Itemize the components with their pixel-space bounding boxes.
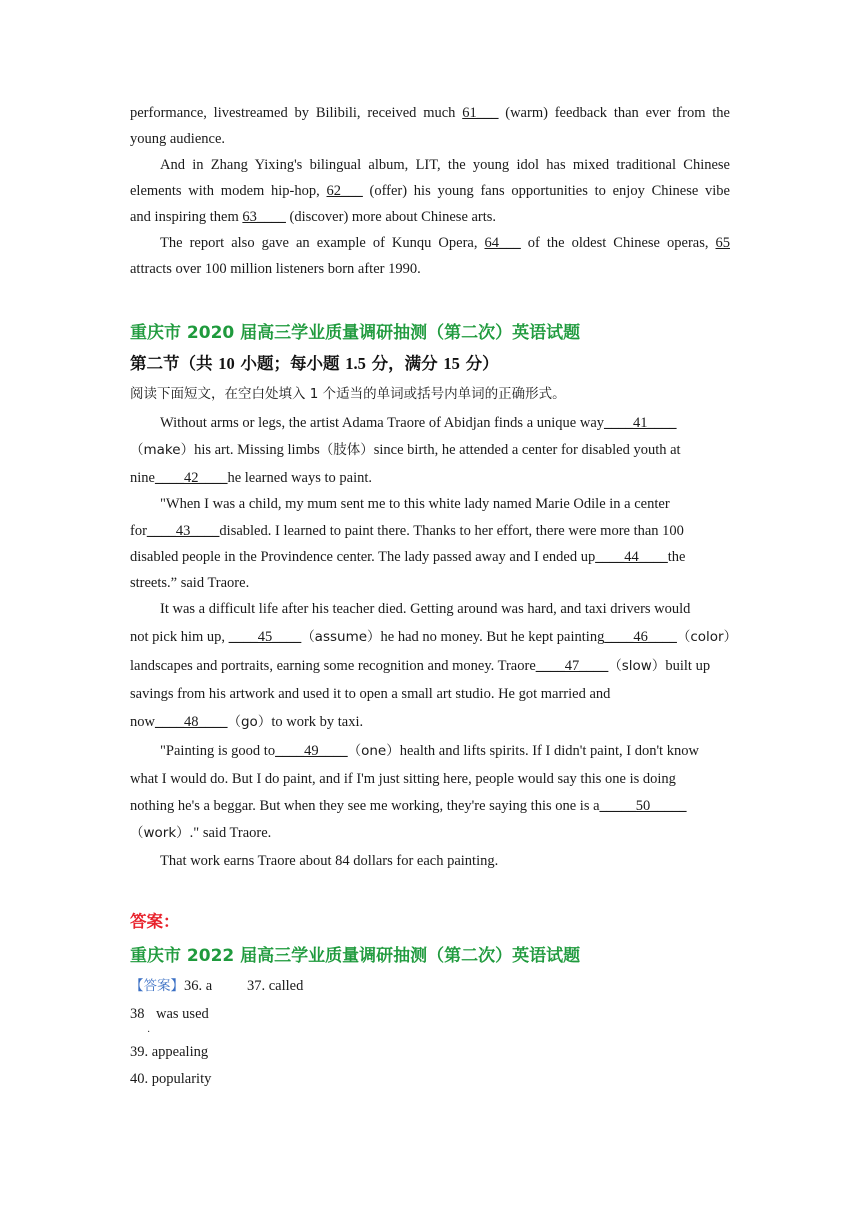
blank-46: ____46____ — [604, 629, 677, 645]
text: his art. Missing limbs — [194, 442, 320, 458]
text: of the oldest Chinese operas, — [520, 235, 716, 251]
paragraph-line: "When I was a child, my mum sent me to this white lady named Marie Odile in a center — [160, 496, 670, 512]
blank-50: _____50_____ — [599, 798, 687, 814]
text: (offer) his young fans opportunities to enjoy Chinese vibe — [362, 183, 730, 199]
paragraph-line — [130, 468, 372, 488]
text: 10 — [218, 354, 235, 373]
text: (discover) more about Chinese arts. — [285, 209, 497, 225]
text: 第二节（共 — [130, 354, 219, 373]
paragraph-line: savings from his artwork and used it to open a small art studio. He got married and — [130, 686, 611, 702]
section-subtitle — [130, 350, 499, 374]
text: to work by taxi. — [271, 714, 364, 730]
paragraph-line — [130, 521, 684, 541]
answer-38-dot: · — [147, 1027, 151, 1038]
blank-47: ____47____ — [535, 658, 609, 674]
paragraph-line — [130, 103, 730, 123]
blank-65: 65 — [715, 235, 730, 251]
text: The report also gave an example of Kunqu Opera, — [160, 235, 485, 251]
paragraph-line — [160, 413, 677, 433]
blank-41: ____41____ — [604, 415, 677, 431]
blank-43: ____43____ — [146, 523, 220, 539]
section-title: 重庆市 2020 届高三学业质量调研抽测（第二次）英语试题 — [130, 323, 581, 343]
answer-39: 39. appealing — [130, 1044, 209, 1060]
text: 分，满分 — [365, 354, 444, 373]
paragraph-line — [160, 233, 730, 253]
text: （slow） — [608, 658, 666, 674]
text: ." said Traore. — [189, 825, 272, 841]
text: built up — [665, 658, 711, 674]
answer-label: 答案： — [130, 912, 180, 931]
text: elements with modem hip-hop, — [130, 183, 327, 199]
text: now — [130, 714, 155, 730]
text: （go） — [227, 714, 272, 730]
text: (warm) feedback than ever from the — [498, 105, 730, 121]
blank-49: ____49____ — [275, 743, 348, 759]
text: Without arms or legs, the artist Adama Traore of Abidjan finds a unique way — [160, 415, 605, 431]
answer-40: 40. popularity — [130, 1071, 212, 1087]
text: landscapes and portraits, earning some recognition and money. Traore — [130, 658, 536, 674]
text: 小题；每小题 — [234, 354, 346, 373]
paragraph-line — [130, 547, 685, 567]
blank-64: 64___ — [484, 235, 521, 251]
answer-38-number: 38 — [130, 1006, 145, 1022]
blank-42: ____42____ — [154, 470, 228, 486]
paragraph-line — [130, 823, 271, 843]
text: 分） — [459, 354, 499, 373]
text: nothing he's a beggar. But when they see me working, they're saying this one is a — [130, 798, 600, 814]
text: health and lifts spirits. If I didn't paint, I don't know — [399, 743, 699, 759]
answer-36: 36. a — [184, 978, 213, 994]
answer-37: 37. called — [247, 978, 304, 994]
paragraph-line — [160, 741, 699, 761]
text: （make） — [130, 442, 195, 458]
text: performance, livestreamed by Bilibili, received much — [130, 105, 463, 121]
paragraph-line: streets.” said Traore. — [130, 575, 250, 591]
text: 15 — [443, 354, 460, 373]
blank-48: ____48____ — [154, 714, 228, 730]
text: since birth, he attended a center for disabled youth at — [373, 442, 681, 458]
blank-62: 62___ — [326, 183, 363, 199]
text: （one） — [347, 743, 400, 759]
text: he learned ways to paint. — [227, 470, 373, 486]
answer-line — [130, 976, 212, 996]
paragraph-line — [130, 656, 710, 676]
text: （color） — [676, 629, 738, 645]
paragraph-line — [130, 181, 730, 201]
instruction: 阅读下面短文，在空白处填入 1 个适当的单词或括号内单词的正确形式。 — [130, 386, 566, 402]
paragraph-line — [130, 627, 737, 647]
blank-45: ____45____ — [228, 629, 302, 645]
answer-section-title: 重庆市 2022 届高三学业质量调研抽测（第二次）英语试题 — [130, 946, 581, 966]
blank-61: 61___ — [462, 105, 499, 121]
text: he had no money. But he kept painting — [380, 629, 605, 645]
text: 1.5 — [345, 354, 366, 373]
text: "Painting is good to — [160, 743, 276, 759]
text: （work） — [130, 825, 190, 841]
paragraph-line: That work earns Traore about 84 dollars for each painting. — [160, 853, 499, 869]
answer-38: was used — [156, 1006, 209, 1022]
text: the — [667, 549, 686, 565]
paragraph-line — [130, 712, 363, 732]
paragraph-line: And in Zhang Yixing's bilingual album, LIT, the young idol has mixed traditional Chinese — [160, 157, 730, 173]
text: for — [130, 523, 147, 539]
text: （assume） — [301, 629, 381, 645]
blank-44: ____44____ — [595, 549, 668, 565]
answer-tag: 【答案】 — [130, 978, 184, 994]
text: and inspiring them — [130, 209, 243, 225]
text: disabled people in the Provindence center. The lady passed away and I ended up — [130, 549, 596, 565]
blank-63: 63____ — [242, 209, 286, 225]
paragraph-line: young audience. — [130, 131, 226, 147]
paragraph-line: attracts over 100 million listeners born after 1990. — [130, 261, 421, 277]
paragraph-line: what I would do. But I do paint, and if I'm just sitting here, people would say this one is doing — [130, 771, 676, 787]
text: disabled. I learned to paint there. Thanks to her effort, there were more than 100 — [219, 523, 684, 539]
text: nine — [130, 470, 155, 486]
text: （肢体） — [319, 442, 374, 458]
paragraph-line — [130, 440, 681, 460]
paragraph-line — [130, 796, 687, 816]
paragraph-line — [130, 207, 496, 227]
text: not pick him up, — [130, 629, 229, 645]
paragraph-line: It was a difficult life after his teacher died. Getting around was hard, and taxi drivers would — [160, 601, 691, 617]
